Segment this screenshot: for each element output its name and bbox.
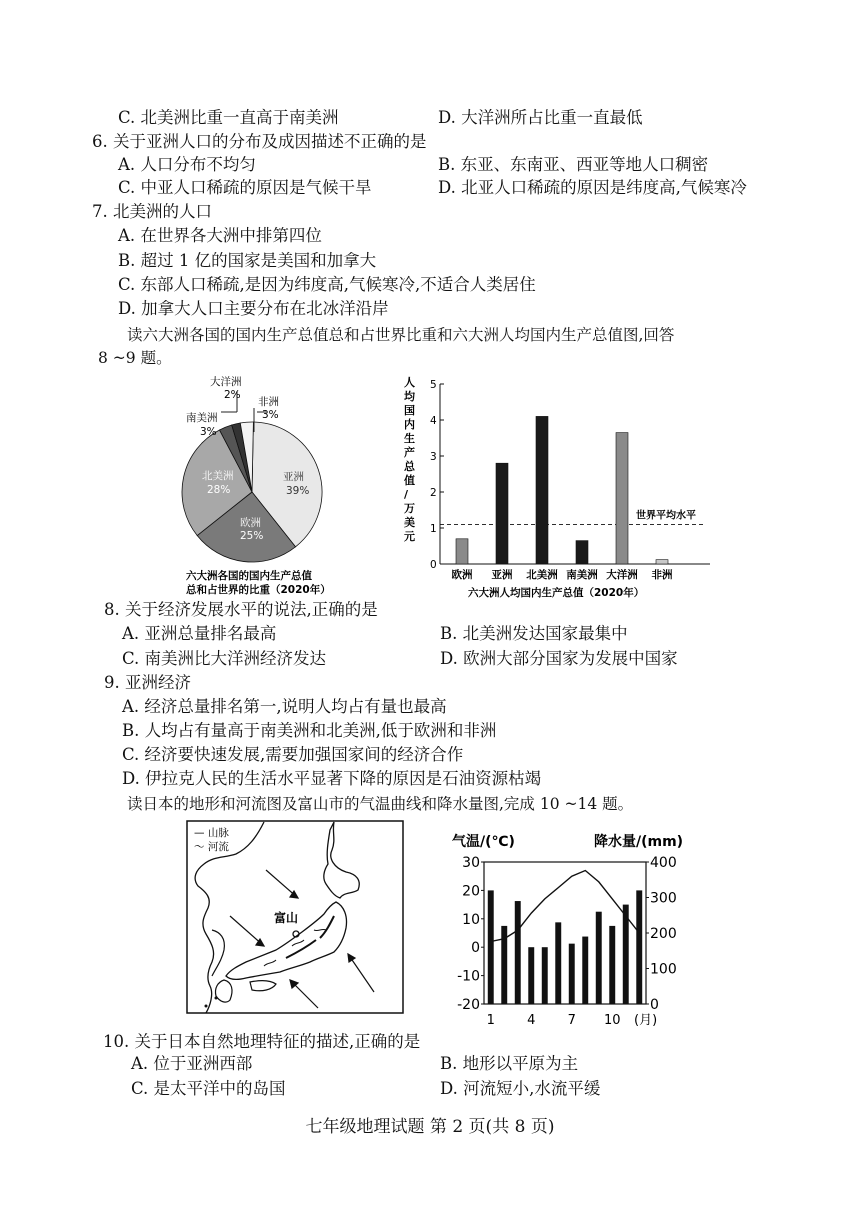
pie-title-line2: 总和占世界的比重（2020年） (186, 584, 331, 596)
bar-category-label: 亚洲 (491, 569, 513, 581)
bar-ylabel-c2: 均 (404, 390, 415, 403)
bar-category-label: 非洲 (651, 569, 673, 581)
intro-8-9-line1: 读六大洲各国的国内生产总值总和占世界比重和六大洲人均国内生产总值图,回答 (127, 326, 675, 344)
bar-y-tick-label: 5 (430, 379, 437, 391)
pie-value-asia: 39% (286, 485, 310, 497)
bar-y-tick-label: 1 (430, 523, 437, 535)
month-tick-label: 7 (567, 1013, 576, 1028)
bar-1 (496, 463, 508, 564)
pie-label-africa: 非洲 (258, 396, 279, 408)
q6-option-d: D. 北亚人口稀疏的原因是纬度高,气候寒冷 (438, 178, 747, 197)
bar-ylabel-c5: 生 (404, 432, 415, 445)
q9-option-d: D. 伊拉克人民的生活水平显著下降的原因是石油资源枯竭 (122, 769, 542, 788)
pie-label-asia: 亚洲 (283, 471, 304, 483)
precip-bar-4 (528, 947, 534, 1004)
precip-tick-label: 300 (650, 890, 677, 907)
precip-bar-10 (609, 926, 615, 1004)
kyushu-island (215, 980, 232, 1002)
q10-stem: 10. 关于日本自然地理特征的描述,正确的是 (103, 1032, 421, 1051)
precip-bar-6 (555, 922, 561, 1004)
intro-10-14: 读日本的地形和河流图及富山市的气温曲线和降水量图,完成 10 ~14 题。 (127, 795, 634, 813)
precip-bar-7 (569, 944, 575, 1004)
month-tick-label: 4 (527, 1013, 536, 1028)
bar-5 (656, 560, 668, 564)
bar-ylabel-c11: 美 (404, 516, 415, 529)
q8-option-d: D. 欧洲大部分国家为发展中国家 (440, 649, 678, 668)
bar-ylabel-c1: 人 (404, 376, 415, 389)
temp-tick-label: 20 (462, 883, 480, 900)
bar-ylabel-c3: 国 (404, 404, 415, 417)
pie-value-south-america: 3% (200, 426, 217, 438)
page-footer: 七年级地理试题 第 2 页(共 8 页) (305, 1117, 555, 1137)
q5-option-d: D. 大洋洲所占比重一直最低 (438, 108, 643, 127)
temperature-curve (491, 871, 640, 942)
climate-month-unit: (月) (634, 1013, 658, 1028)
precip-tick-label: 200 (650, 926, 677, 942)
temp-tick-label: -10 (457, 968, 480, 985)
bar-ylabel-c12: 元 (404, 530, 415, 543)
intro-8-9-line2: 8 ~9 题。 (98, 349, 172, 367)
bar-ylabel-c10: 万 (404, 502, 415, 515)
precip-bar-8 (582, 937, 588, 1004)
q10-option-a: A. 位于亚洲西部 (131, 1054, 253, 1073)
gdp-share-pie-chart (180, 372, 360, 600)
pie-value-africa: 3% (262, 409, 279, 421)
precip-bar-5 (542, 947, 548, 1004)
pie-label-north-america: 北美洲 (202, 470, 234, 482)
q8-option-a: A. 亚洲总量排名最高 (122, 624, 277, 643)
per-capita-gdp-bar-chart (404, 372, 714, 600)
q7-option-c: C. 东部人口稀疏,是因为纬度高,气候寒冷,不适合人类居住 (118, 275, 536, 294)
bar-2 (536, 416, 548, 564)
bar-ylabel-c4: 内 (404, 418, 415, 431)
small-island-dot (215, 997, 218, 1000)
bar-y-tick-label: 4 (430, 415, 437, 427)
map-legend-river: 〜 河流 (194, 841, 229, 853)
month-tick-label: 10 (603, 1013, 621, 1028)
pie-label-oceania: 大洋洲 (210, 376, 242, 388)
precip-tick-label: 400 (650, 855, 677, 871)
q7-stem: 7. 北美洲的人口 (92, 202, 212, 221)
map-legend-mountain: — 山脉 (194, 827, 229, 839)
pie-value-north-america: 28% (207, 484, 231, 496)
precip-bar-9 (596, 912, 602, 1004)
bar-ylabel-c8: 值 (404, 474, 415, 487)
q5-option-c: C. 北美洲比重一直高于南美洲 (118, 108, 339, 127)
q8-stem: 8. 关于经济发展水平的说法,正确的是 (104, 600, 378, 619)
precip-bar-1 (488, 890, 494, 1004)
bar-category-label: 北美洲 (526, 569, 558, 581)
precip-bar-12 (636, 890, 642, 1004)
month-tick-label: 1 (486, 1013, 495, 1028)
q10-option-b: B. 地形以平原为主 (440, 1054, 579, 1073)
q8-option-b: B. 北美洲发达国家最集中 (440, 624, 628, 643)
q6-stem: 6. 关于亚洲人口的分布及成因描述不正确的是 (92, 132, 427, 151)
bar-y-tick-label: 3 (430, 451, 437, 463)
q8-option-c: C. 南美洲比大洋洲经济发达 (122, 649, 327, 668)
temp-tick-label: -20 (457, 997, 480, 1013)
japan-terrain-river-map (186, 820, 404, 1014)
q6-option-c: C. 中亚人口稀疏的原因是气候干旱 (118, 178, 372, 197)
bar-category-label: 大洋洲 (606, 569, 638, 581)
temp-tick-label: 30 (462, 855, 480, 871)
temp-tick-label: 0 (471, 940, 480, 957)
q6-option-a: A. 人口分布不均匀 (118, 155, 256, 174)
pie-label-europe: 欧洲 (240, 517, 261, 529)
q9-option-c: C. 经济要快速发展,需要加强国家间的经济合作 (122, 745, 464, 764)
climate-precip-label: 降水量/(mm) (594, 834, 684, 850)
bar-4 (616, 433, 628, 564)
temp-tick-label: 10 (462, 911, 480, 928)
q7-option-a: A. 在世界各大洲中排第四位 (118, 226, 322, 245)
precip-tick-label: 100 (650, 961, 677, 978)
q9-option-a: A. 经济总量排名第一,说明人均占有量也最高 (122, 697, 447, 716)
bar-ylabel-c7: 总 (404, 460, 415, 473)
pie-value-oceania: 2% (224, 389, 241, 401)
precip-bar-3 (515, 901, 521, 1004)
bar-ylabel-c6: 产 (404, 446, 415, 459)
q7-option-d: D. 加拿大人口主要分布在北冰洋沿岸 (118, 299, 389, 318)
precip-tick-label: 0 (650, 997, 659, 1013)
bar-category-label: 南美洲 (566, 569, 598, 581)
pie-title-line1: 六大洲各国的国内生产总值 (186, 570, 312, 582)
map-city-label: 富山 (274, 911, 299, 925)
bar-ylabel-c9: / (404, 488, 409, 501)
bar-category-label: 欧洲 (451, 569, 473, 581)
toyama-climate-chart (444, 832, 726, 1028)
q7-option-b: B. 超过 1 亿的国家是美国和加拿大 (118, 251, 377, 270)
world-average-label: 世界平均水平 (636, 510, 696, 522)
bar-y-tick-label: 0 (430, 559, 437, 571)
bar-y-tick-label: 2 (430, 487, 437, 499)
q6-option-b: B. 东亚、东南亚、西亚等地人口稠密 (438, 155, 709, 174)
small-island-dot (205, 1005, 208, 1008)
bar-chart-title: 六大洲人均国内生产总值（2020年） (468, 587, 645, 599)
climate-frame (484, 862, 646, 1004)
pie-label-south-america: 南美洲 (186, 412, 218, 424)
bar-0 (456, 539, 468, 564)
q9-option-b: B. 人均占有量高于南美洲和北美洲,低于欧洲和非洲 (122, 721, 497, 740)
q9-stem: 9. 亚洲经济 (104, 673, 191, 692)
q10-option-c: C. 是太平洋中的岛国 (131, 1079, 286, 1098)
climate-temp-label: 气温/(℃) (452, 834, 515, 850)
pie-value-europe: 25% (240, 530, 264, 542)
q10-option-d: D. 河流短小,水流平缓 (440, 1079, 601, 1098)
bar-3 (576, 541, 588, 564)
